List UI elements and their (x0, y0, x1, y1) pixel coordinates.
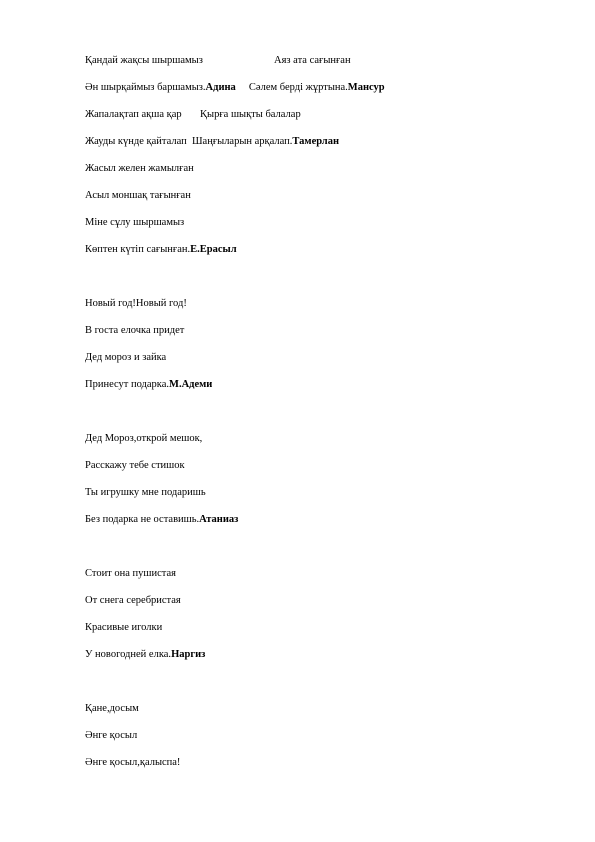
poem-text: Қане,досым (85, 703, 139, 714)
text-line (85, 487, 206, 499)
poem-text: Ты игрушку мне подаришь (85, 487, 206, 498)
poem-text: Жасыл желен жамылған (85, 163, 194, 174)
text-line (85, 352, 166, 364)
poem-text: Дед мороз и зайка (85, 352, 167, 363)
text-line (85, 109, 301, 121)
text-line (85, 433, 202, 445)
poem-text: Без подарка не оставишь. (85, 514, 200, 525)
author-name: Наргиз (171, 649, 206, 660)
poem-text: В госта елочка придет (85, 325, 185, 336)
author-name: Адина (205, 82, 236, 93)
author-name: Атаниаз (199, 514, 239, 525)
text-line (85, 568, 176, 580)
text-line (85, 163, 194, 175)
poem-text: Новый год!Новый год! (85, 298, 187, 309)
author-name: Мансур (347, 82, 385, 93)
author-name: М.Адеми (169, 379, 213, 390)
poem-text: Красивые иголки (85, 622, 163, 633)
poem-text: Міне сұлу шыршамыз (85, 217, 185, 228)
text-line (85, 55, 351, 67)
poem-text: Жауды күнде қайталап Шаңғыларын арқалап. (85, 136, 293, 147)
text-line (85, 622, 162, 634)
text-line (85, 325, 184, 337)
poem-text: Ән шырқаймыз баршамыз. (85, 82, 206, 93)
text-line (85, 730, 137, 742)
poem-text: Қандай жақсы шыршамыз (85, 55, 203, 66)
text-line (85, 136, 339, 148)
poem-text: Әнге қосыл (85, 730, 138, 741)
text-line (85, 298, 187, 310)
poem-text: Стоит она пушистая (85, 568, 176, 579)
text-line (85, 190, 191, 202)
author-name: Тамерлан (292, 136, 339, 147)
poem-text: Принесут подарка. (85, 379, 170, 390)
poem-text: Асыл моншақ тағынған (85, 190, 191, 201)
text-line (85, 379, 212, 391)
poem-text: От снега серебристая (85, 595, 181, 606)
text-line (85, 595, 181, 607)
text-line (85, 82, 385, 94)
poem-text: Дед Мороз,открой мешок, (85, 433, 203, 444)
text-line (85, 757, 180, 769)
text-line (85, 244, 237, 256)
text-line (85, 514, 238, 526)
author-name: Е.Ерасыл (190, 244, 237, 255)
text-line (85, 217, 184, 229)
poem-text: Сәлем берді жұртына. (235, 82, 348, 93)
poem-text: Жапалақтап ақша қар Қырға шықты балалар (85, 109, 301, 120)
text-line (85, 460, 185, 472)
poem-text: Көптен күтіп сағынған. (85, 244, 191, 255)
text-line (85, 649, 205, 661)
text-line (85, 703, 139, 715)
poem-text: Аяз ата сағынған (274, 55, 351, 66)
poem-text: Әнге қосыл,қалыспа! (85, 757, 181, 768)
poem-text: Расскажу тебе стишок (85, 460, 185, 471)
poem-text: У новогодней елка. (85, 649, 172, 660)
